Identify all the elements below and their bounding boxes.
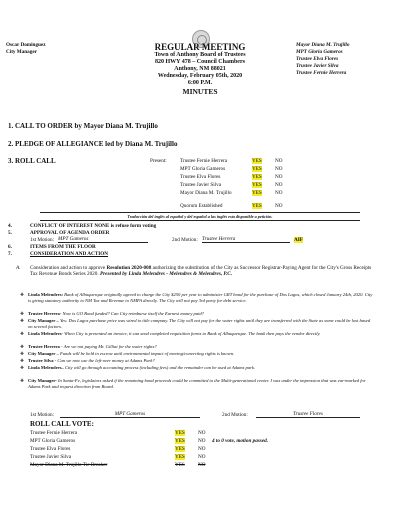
roll-call-name: Trustee Elva Flores [180,174,221,180]
discussion-text: When City is presented an invoice, it can send completed requisition forms to Bank of Albuquerque. The bank then pays the vendor directly. [64,331,321,336]
discussion-item [20,365,374,371]
section-number: 5. [8,230,12,236]
section-number: 7. [8,251,12,257]
roll-call-name: MPT Gloria Gameros [180,166,226,172]
vote-yes: YES [175,430,185,436]
section-approval-agenda: APPROVAL OF AGENDA ORDER [30,230,110,236]
diamond-bullet-icon: ❖ [20,365,25,370]
discussion-item [20,344,374,350]
quorum-no: NO [275,203,283,209]
roll-call-yes: YES [252,166,262,172]
diamond-bullet-icon: ❖ [20,292,25,297]
diamond-bullet-icon: ❖ [20,358,25,363]
vote-no: NO [198,430,206,436]
vote-no: NO [198,446,206,452]
vote-name: Trustee Elva Flores [30,446,71,452]
trustee-flores-name: Trustee Elva Flores [296,56,339,62]
agenda-motion2-value: Trustee Herrera [202,237,290,243]
item-a-letter: A. [16,265,21,271]
meeting-time: 6:00 P.M. [187,80,213,86]
vote-yes: YES [175,438,185,444]
agenda-motion1-label: 1st Motion: [30,237,55,243]
discussion-speaker: City Manager – [28,351,59,356]
vote-motion1-label: 1st Motion: [30,412,55,418]
quorum-label: Quorum Established [180,203,223,209]
roll-call-no: NO [275,190,283,196]
discussion-item [20,331,374,337]
roll-call-name: Trustee Javier Silva [180,182,222,188]
discussion-speaker: Linda Melendres- [28,331,64,336]
discussion-speaker: City Manager- [28,378,57,383]
vote-name: MPT Gloria Gameros [30,438,76,444]
vote-yes: YES [175,454,185,460]
diamond-bullet-icon: ❖ [20,344,25,349]
meeting-city: Anthony, NM 88021 [174,66,226,72]
discussion-item [20,311,374,317]
vote-motion2-value: Trustee Flores [256,412,360,418]
item-a-presenter: Presented by Linda Melendres - Melendres & Melendres, P.C. [99,271,232,278]
vote-no-struck: NO [198,462,206,468]
vote-name-struck: Mayor Diana M. Trujillo Tie Breaker [30,462,108,468]
item-a-text: Consideration and action to approve [30,265,107,271]
board-name: Town of Anthony Board of Trustees [154,52,246,58]
translation-note: Traducción del inglés al español y del español a las inglés esta disponible a petición. [127,214,273,219]
discussion-speaker: City Manager – [28,318,59,323]
discussion-text: Funds will be held in escrow until environmental impact of moving/converting rights is known. [59,351,235,356]
diamond-bullet-icon: ❖ [20,378,25,383]
meeting-title: REGULAR MEETING [154,42,246,52]
discussion-text: In Santa-Fe, legislators asked if the remaining bond proceeds could be committed to the Multi-generational center. I was under the impression that was ear-marked for Adams Park and request direction from Board. [28,378,366,389]
discussion-item [20,292,374,303]
item-a-text: authorizing the substitution of the City as Successor Registrar-Paying Agent for the City's Gross Receipts Tax Revenue Bonds Series 2020. [30,265,372,278]
discussion-item [20,351,374,357]
diamond-bullet-icon: ❖ [20,311,25,316]
section-call-to-order: 1. CALL TO ORDER by Mayor Diana M. Trujillo [8,122,158,130]
roll-call-yes: YES [252,158,262,164]
item-a-description [30,265,374,278]
quorum-yes: YES [252,203,262,209]
item-a-resolution: Resolution 2020-008 [106,265,152,271]
roll-call-yes: YES [252,182,262,188]
vote-yes-struck: YES [175,462,185,468]
discussion-text: Can we now use the left-over money at Adams Park? [57,358,155,363]
discussion-item [20,358,374,364]
vote-no: NO [198,454,206,460]
section-consideration-action: CONSIDERATION AND ACTION [30,251,109,257]
diamond-bullet-icon: ❖ [20,351,25,356]
discussion-speaker: Linda Melendres– [28,365,64,370]
roll-call-no: NO [275,158,283,164]
roll-call-no: NO [275,174,283,180]
discussion-item [20,318,374,329]
section-pledge: 2. PLEDGE OF ALLEGIANCE led by Diana M. Trujillo [8,140,178,148]
roll-call-no: NO [275,182,283,188]
agenda-motion1-value: MPT Gameros [58,237,148,243]
roll-call-yes: YES [252,174,262,180]
meeting-address: 820 HWY 478 – Council Chambers [155,59,245,65]
present-label: Present: [150,158,167,164]
discussion-text: Are we not paying Mr. Gilliat for the water rights? [63,344,157,349]
roll-call-vote-title: ROLL CALL VOTE: [30,420,94,428]
discussion-text: Yes: Dos Lagos purchase price was wired to title company. The City will not pay for the water rights until they are transferred with the State as some could be lost based on several factors. [28,318,371,329]
trustee-silva-name: Trustee Javier Silva [296,63,339,69]
vote-result-note: 4 to 0 vote, motion passed. [212,438,269,444]
vote-motion2-label: 2nd Motion: [222,412,248,418]
minutes-heading: MINUTES [182,87,218,96]
discussion-speaker: Linda Melendres: [28,292,64,297]
discussion-text: Bank of Albuquerque originally agreed to charge the City $250 per year to administer GRT bond for the purchase of Dos Lagos, which closed January 24th, 2020. City is giving statutory authority to NM Tax and Revenue to NMFA directly. The City will not pay 3rd party for debt service. [28,292,373,303]
agenda-aif: AIF [294,237,303,243]
vote-motion1-value: MPT Gameros [60,412,200,418]
discussion-speaker: Trustee Herrera - [28,344,63,349]
city-manager-title: City Manager [6,49,37,55]
roll-call-name: Mayor Diana M. Trujillo [180,190,232,196]
section-conflict-of-interest: CONFLICT OF INTEREST NONE is refuse form voting [30,223,157,229]
vote-yes: YES [175,446,185,452]
diamond-bullet-icon: ❖ [20,318,25,323]
section-items-from-floor: ITEMS FROM THE FLOOR [30,244,96,250]
section-number: 6. [8,244,12,250]
agenda-motion2-label: 2nd Motion: [172,237,198,243]
divider [40,220,360,221]
section-number: 4. [8,223,12,229]
discussion-item [20,378,374,389]
discussion-speaker: Trustee Herrera- [28,311,62,316]
city-manager-name: Oscar Dominguez [6,42,46,48]
mpt-name: MPT Gloria Gameros [296,49,343,55]
roll-call-name: Trustee Fernie Herrera [180,158,228,164]
section-roll-call: 3. ROLL CALL [8,157,56,165]
discussion-text: City will go through accounting process (including fees) and the remainder can be used at Adams park. [64,365,256,370]
roll-call-no: NO [275,166,283,172]
diamond-bullet-icon: ❖ [20,331,25,336]
vote-name: Trustee Javier Silva [30,454,72,460]
vote-no: NO [198,438,206,444]
mayor-name: Mayor Diana M. Trujillo [296,42,350,48]
divider [40,212,360,213]
trustee-herrera-name: Trustee Fernie Herrera [296,70,347,76]
discussion-text: Now is GO Bond funded? Can City reimburse itself the Earnest money paid? [62,311,204,316]
vote-name: Trustee Fernie Herrera [30,430,78,436]
meeting-date: Wednesday, February 05th, 2020 [157,73,243,79]
roll-call-yes: YES [252,190,262,196]
discussion-speaker: Trustee Silva - [28,358,57,363]
